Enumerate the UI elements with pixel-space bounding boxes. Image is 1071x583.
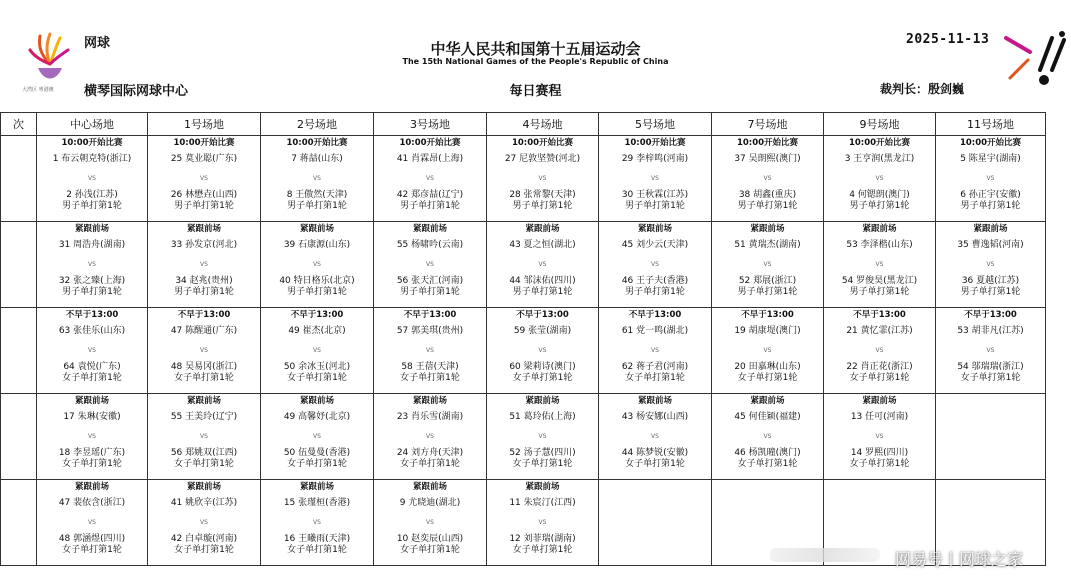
column-header-court: 2号场地 <box>261 113 374 136</box>
empty-cell <box>599 480 712 566</box>
event-name: 女子单打第1轮 <box>400 373 460 383</box>
player-one: 13 任可(河南) <box>850 412 909 422</box>
versus-label: VS <box>651 433 659 440</box>
match-time: 紧跟前场 <box>186 482 221 492</box>
player-one: 15 张瑾桓(香港) <box>283 498 351 508</box>
event-name: 女子单打第1轮 <box>960 373 1021 383</box>
match-time: 紧跟前场 <box>74 396 109 406</box>
match-cell <box>487 394 599 480</box>
player-one: 33 孙发京(河北) <box>170 240 238 250</box>
event-name: 男子单打第1轮 <box>960 201 1021 211</box>
player-two: 12 刘菲瑞(湖南) <box>509 534 576 544</box>
player-two: 6 孙正宇(安徽) <box>960 190 1021 200</box>
player-one: 45 何佳颖(福建) <box>734 412 801 422</box>
versus-label: VS <box>875 433 884 440</box>
column-header-court: 中心场地 <box>37 113 148 136</box>
match-time: 10:00开始比赛 <box>511 138 574 148</box>
match-cell <box>148 136 261 222</box>
versus-label: VS <box>426 347 434 354</box>
match-time: 紧跟前场 <box>412 482 447 492</box>
event-name: 男子单打第1轮 <box>512 287 573 297</box>
player-one: 23 肖乐雪(湖南) <box>396 412 464 422</box>
match-cell <box>712 308 824 394</box>
event-name: 女子单打第1轮 <box>174 459 234 469</box>
versus-label: VS <box>763 261 772 268</box>
event-name: 女子单打第1轮 <box>62 373 122 383</box>
match-cell <box>824 222 936 308</box>
versus-label: VS <box>426 175 434 182</box>
event-name: 男子单打第1轮 <box>512 201 573 211</box>
versus-label: VS <box>875 261 884 268</box>
match-cell <box>824 136 936 222</box>
match-time: 紧跟前场 <box>186 224 221 234</box>
versus-label: VS <box>875 175 884 182</box>
match-cell <box>261 222 374 308</box>
event-name: 女子单打第1轮 <box>849 459 910 469</box>
column-header-court: 7号场地 <box>712 113 824 136</box>
player-one: 19 胡康堤(澳门) <box>734 326 801 336</box>
match-time: 紧跟前场 <box>186 396 221 406</box>
venue-name: 横琴国际网球中心 <box>84 84 189 99</box>
player-two: 50 伍曼曼(香港) <box>283 448 351 458</box>
player-two: 62 蒋子君(河南) <box>621 362 689 372</box>
player-one: 9 尤晓迪(湖北) <box>399 498 461 508</box>
player-one: 41 姚欣辛(江苏) <box>170 498 238 508</box>
schedule-table <box>0 112 1046 566</box>
versus-label: VS <box>88 261 96 268</box>
player-one: 53 李泽楷(山东) <box>846 240 913 250</box>
player-one: 45 刘少云(天津) <box>621 240 689 250</box>
player-one: 47 裴依含(浙江) <box>58 498 126 508</box>
player-one: 7 蒋喆(山东) <box>291 154 343 164</box>
player-one: 31 周浩舟(湖南) <box>58 240 126 250</box>
player-two: 50 余冰玉(河北) <box>283 362 351 372</box>
event-name: 女子单打第1轮 <box>625 459 685 469</box>
player-two: 42 郑彦喆(辽宁) <box>396 190 464 200</box>
match-cell <box>148 222 261 308</box>
tennis-player-icon <box>1000 30 1070 90</box>
match-cell <box>261 308 374 394</box>
versus-label: VS <box>88 519 96 526</box>
player-one: 63 张佳乐(山东) <box>58 326 126 336</box>
match-cell <box>712 222 824 308</box>
page-title: 中华人民共和国第十五届运动会 <box>430 40 641 58</box>
match-time: 不早于13:00 <box>741 310 794 320</box>
match-time: 紧跟前场 <box>862 224 897 234</box>
versus-label: VS <box>538 433 547 440</box>
versus-label: VS <box>200 261 208 268</box>
player-two: 16 王曦雨(天津) <box>283 534 351 544</box>
order-cell <box>1 394 37 480</box>
order-cell <box>1 308 37 394</box>
event-name: 男子单打第1轮 <box>400 201 460 211</box>
player-two: 2 孙浅(江苏) <box>66 190 118 200</box>
match-cell <box>374 480 487 566</box>
event-name: 男子单打第1轮 <box>625 201 685 211</box>
schedule-date: 2025-11-13 <box>906 32 990 47</box>
event-name: 女子单打第1轮 <box>737 459 798 469</box>
match-cell <box>487 480 599 566</box>
match-cell <box>37 480 148 566</box>
player-two: 42 白卓璇(河南) <box>170 534 238 544</box>
match-time: 紧跟前场 <box>299 396 334 406</box>
player-one: 41 肖霖昂(上海) <box>396 154 464 164</box>
match-cell <box>599 394 712 480</box>
table-row <box>1 480 1046 566</box>
player-one: 57 郭美琪(贵州) <box>396 326 464 336</box>
versus-label: VS <box>88 433 96 440</box>
event-name: 女子单打第1轮 <box>287 459 347 469</box>
player-one: 25 莫业聪(广东) <box>170 154 238 164</box>
match-time: 10:00开始比赛 <box>736 138 799 148</box>
match-time: 10:00开始比赛 <box>624 138 686 148</box>
event-name: 女子单打第1轮 <box>62 459 122 469</box>
event-name: 女子单打第1轮 <box>62 545 122 555</box>
match-cell <box>148 480 261 566</box>
column-header-court: 11号场地 <box>936 113 1046 136</box>
player-one: 43 夏之恒(湖北) <box>509 240 576 250</box>
column-header-order: 次 <box>1 113 37 136</box>
match-time: 10:00开始比赛 <box>61 138 123 148</box>
header-row <box>1 113 1046 136</box>
match-time: 紧跟前场 <box>299 482 334 492</box>
event-name: 男子单打第1轮 <box>287 201 347 211</box>
event-name: 男子单打第1轮 <box>174 287 234 297</box>
player-two: 46 杨凯曈(澳门) <box>734 448 801 458</box>
versus-label: VS <box>313 347 321 354</box>
match-cell <box>261 480 374 566</box>
match-time: 10:00开始比赛 <box>399 138 461 148</box>
player-two: 44 陈梦锐(安徽) <box>621 448 689 458</box>
player-one: 51 葛玲佑(上海) <box>509 412 576 422</box>
player-one: 27 尼敦坚赞(河北) <box>504 154 581 164</box>
player-one: 17 朱琳(安徽) <box>63 412 121 422</box>
match-cell <box>487 136 599 222</box>
empty-cell <box>936 394 1046 480</box>
event-name: 男子单打第1轮 <box>849 287 910 297</box>
versus-label: VS <box>426 519 434 526</box>
player-two: 14 罗熙(四川) <box>850 448 909 458</box>
player-two: 26 林懋垚(山西) <box>170 190 238 200</box>
player-two: 56 张天汇(河南) <box>396 276 464 286</box>
player-one: 35 曹逸韬(河南) <box>957 240 1024 250</box>
player-two: 48 吴易冈(浙江) <box>170 362 238 372</box>
match-cell <box>712 136 824 222</box>
player-two: 52 汤子慧(四川) <box>509 448 576 458</box>
match-time: 紧跟前场 <box>412 396 447 406</box>
versus-label: VS <box>313 261 321 268</box>
player-two: 38 胡鑫(重庆) <box>738 190 797 200</box>
player-one: 47 陈醒通(广东) <box>170 326 238 336</box>
player-two: 20 田嘉琳(山东) <box>734 362 801 372</box>
versus-label: VS <box>651 347 659 354</box>
versus-label: VS <box>313 519 321 526</box>
match-cell <box>599 136 712 222</box>
versus-label: VS <box>200 433 208 440</box>
player-two: 8 王傲然(天津) <box>286 190 348 200</box>
event-name: 男子单打第1轮 <box>400 287 460 297</box>
player-two: 4 何锶朗(澳门) <box>849 190 910 200</box>
player-one: 37 吴朗熙(澳门) <box>734 154 801 164</box>
event-name: 女子单打第1轮 <box>174 545 234 555</box>
order-cell <box>1 480 37 566</box>
sport-name: 网球 <box>84 36 111 51</box>
player-one: 29 李梓鸣(河南) <box>621 154 689 164</box>
match-cell <box>261 136 374 222</box>
versus-label: VS <box>986 347 995 354</box>
match-time: 不早于13:00 <box>853 310 906 320</box>
player-two: 32 张之臻(上海) <box>58 276 126 286</box>
player-two: 28 张常黎(天津) <box>509 190 576 200</box>
match-time: 10:00开始比赛 <box>286 138 348 148</box>
match-cell <box>599 222 712 308</box>
event-name: 女子单打第1轮 <box>174 373 234 383</box>
match-time: 不早于13:00 <box>516 310 569 320</box>
player-one: 61 党一鸣(湖北) <box>621 326 689 336</box>
match-time: 紧跟前场 <box>525 482 560 492</box>
event-name: 女子单打第1轮 <box>400 545 460 555</box>
event-name: 男子单打第1轮 <box>62 201 122 211</box>
versus-label: VS <box>426 261 434 268</box>
versus-label: VS <box>763 433 772 440</box>
match-cell <box>824 394 936 480</box>
versus-label: VS <box>538 261 547 268</box>
player-one: 43 杨安娜(山西) <box>621 412 689 422</box>
player-two: 56 郑姚双(江西) <box>170 448 238 458</box>
match-time: 紧跟前场 <box>750 396 785 406</box>
versus-label: VS <box>538 175 547 182</box>
player-two: 58 王蓓(天津) <box>401 362 459 372</box>
player-one: 39 石康源(山东) <box>283 240 351 250</box>
player-one: 51 黄瑞杰(湖南) <box>734 240 801 250</box>
versus-label: VS <box>200 347 208 354</box>
match-cell <box>261 394 374 480</box>
event-name: 男子单打第1轮 <box>737 201 798 211</box>
match-time: 紧跟前场 <box>862 396 897 406</box>
player-two: 52 郑展(浙江) <box>738 276 797 286</box>
event-name: 男子单打第1轮 <box>849 201 910 211</box>
match-cell <box>936 222 1046 308</box>
player-two: 40 特日格乐(北京) <box>279 276 355 286</box>
referee-name: 裁判长：殷剑巍 <box>880 82 965 96</box>
event-name: 女子单打第1轮 <box>737 373 798 383</box>
player-one: 49 高馨妤(北京) <box>283 412 351 422</box>
logo-caption: 大湾区 粤港澳 <box>22 87 54 93</box>
match-cell <box>374 394 487 480</box>
event-name: 女子单打第1轮 <box>512 545 573 555</box>
match-cell <box>374 308 487 394</box>
match-time: 紧跟前场 <box>525 396 560 406</box>
match-cell <box>37 308 148 394</box>
order-cell <box>1 136 37 222</box>
versus-label: VS <box>986 261 995 268</box>
match-time: 紧跟前场 <box>525 224 560 234</box>
versus-label: VS <box>313 175 321 182</box>
versus-label: VS <box>763 175 772 182</box>
player-one: 59 张莹(湖南) <box>513 326 572 336</box>
event-name: 男子单打第1轮 <box>174 201 234 211</box>
match-time: 紧跟前场 <box>74 224 109 234</box>
player-two: 54 邬瑞瑞(浙江) <box>957 362 1024 372</box>
match-time: 不早于13:00 <box>403 310 457 320</box>
order-cell <box>1 222 37 308</box>
event-name: 女子单打第1轮 <box>849 373 910 383</box>
player-two: 36 夏越(江苏) <box>961 276 1020 286</box>
event-name: 女子单打第1轮 <box>287 373 347 383</box>
match-time: 紧跟前场 <box>412 224 447 234</box>
column-header-court: 5号场地 <box>599 113 712 136</box>
player-one: 55 杨啸吟(云南) <box>396 240 464 250</box>
player-two: 54 罗俊昊(黑龙江) <box>841 276 918 286</box>
table-row <box>1 136 1046 222</box>
player-two: 18 李昱瑶(广东) <box>58 448 126 458</box>
versus-label: VS <box>200 175 208 182</box>
player-one: 49 崔杰(北京) <box>288 326 346 336</box>
match-cell <box>37 222 148 308</box>
versus-label: VS <box>651 175 659 182</box>
player-two: 24 刘方舟(天津) <box>396 448 464 458</box>
event-name: 女子单打第1轮 <box>625 373 685 383</box>
match-time: 10:00开始比赛 <box>848 138 911 148</box>
versus-label: VS <box>651 261 659 268</box>
match-cell <box>487 308 599 394</box>
page-subtitle: The 15th National Games of the People's Republic of China <box>402 57 669 66</box>
match-cell <box>712 394 824 480</box>
player-one: 53 胡非凡(江苏) <box>957 326 1024 336</box>
match-time: 紧跟前场 <box>973 224 1008 234</box>
blurred-area <box>770 548 880 562</box>
event-name: 男子单打第1轮 <box>287 287 347 297</box>
event-name: 男子单打第1轮 <box>737 287 798 297</box>
versus-label: VS <box>200 519 208 526</box>
match-time: 不早于13:00 <box>65 310 119 320</box>
watermark: 网易号丨网球之家 <box>895 550 1024 569</box>
versus-label: VS <box>88 175 96 182</box>
match-cell <box>37 136 148 222</box>
player-one: 5 陈星宇(湖南) <box>960 154 1021 164</box>
player-two: 60 梁莉诗(澳门) <box>509 362 576 372</box>
event-name: 男子单打第1轮 <box>62 287 122 297</box>
table-row <box>1 222 1046 308</box>
player-one: 55 王美玲(辽宁) <box>170 412 238 422</box>
schedule-heading: 每日赛程 <box>509 84 562 99</box>
versus-label: VS <box>88 347 96 354</box>
match-cell <box>824 308 936 394</box>
versus-label: VS <box>986 175 995 182</box>
match-cell <box>599 308 712 394</box>
player-two: 10 赵奕辰(山西) <box>396 534 464 544</box>
event-name: 男子单打第1轮 <box>960 287 1021 297</box>
match-cell <box>936 308 1046 394</box>
table-row <box>1 394 1046 480</box>
match-time: 紧跟前场 <box>637 396 672 406</box>
player-two: 48 郭涵煜(四川) <box>58 534 126 544</box>
match-time: 10:00开始比赛 <box>173 138 235 148</box>
match-cell <box>37 394 148 480</box>
versus-label: VS <box>538 519 547 526</box>
match-time: 不早于13:00 <box>628 310 682 320</box>
match-time: 10:00开始比赛 <box>959 138 1022 148</box>
event-name: 男子单打第1轮 <box>625 287 685 297</box>
match-time: 不早于13:00 <box>177 310 231 320</box>
match-cell <box>374 222 487 308</box>
player-two: 44 邹沫佑(四川) <box>509 276 576 286</box>
event-name: 女子单打第1轮 <box>287 545 347 555</box>
match-cell <box>374 136 487 222</box>
player-one: 3 王亨润(黑龙江) <box>844 154 915 164</box>
match-cell <box>148 394 261 480</box>
match-cell <box>148 308 261 394</box>
versus-label: VS <box>875 347 884 354</box>
match-time: 紧跟前场 <box>637 224 672 234</box>
event-name: 女子单打第1轮 <box>512 373 573 383</box>
column-header-court: 3号场地 <box>374 113 487 136</box>
match-time: 紧跟前场 <box>74 482 109 492</box>
player-one: 1 布云朝克特(浙江) <box>52 154 132 164</box>
player-one: 11 朱宸汀(江西) <box>509 498 576 508</box>
event-name: 女子单打第1轮 <box>400 459 460 469</box>
versus-label: VS <box>426 433 434 440</box>
player-one: 21 黄忆霏(江苏) <box>846 326 913 336</box>
versus-label: VS <box>763 347 772 354</box>
versus-label: VS <box>313 433 321 440</box>
column-header-court: 1号场地 <box>148 113 261 136</box>
match-time: 紧跟前场 <box>299 224 334 234</box>
table-row <box>1 308 1046 394</box>
player-two: 22 肖正花(浙江) <box>846 362 913 372</box>
match-cell <box>936 136 1046 222</box>
versus-label: VS <box>538 347 547 354</box>
column-header-court: 9号场地 <box>824 113 936 136</box>
player-two: 34 赵兆(贵州) <box>175 276 233 286</box>
column-header-court: 4号场地 <box>487 113 599 136</box>
event-name: 女子单打第1轮 <box>512 459 573 469</box>
match-time: 不早于13:00 <box>290 310 344 320</box>
player-two: 30 王秋霖(江苏) <box>621 190 689 200</box>
player-two: 64 袁悦(广东) <box>63 362 121 372</box>
player-two: 46 王子夫(香港) <box>621 276 689 286</box>
match-time: 紧跟前场 <box>750 224 785 234</box>
match-time: 不早于13:00 <box>964 310 1017 320</box>
match-cell <box>487 222 599 308</box>
